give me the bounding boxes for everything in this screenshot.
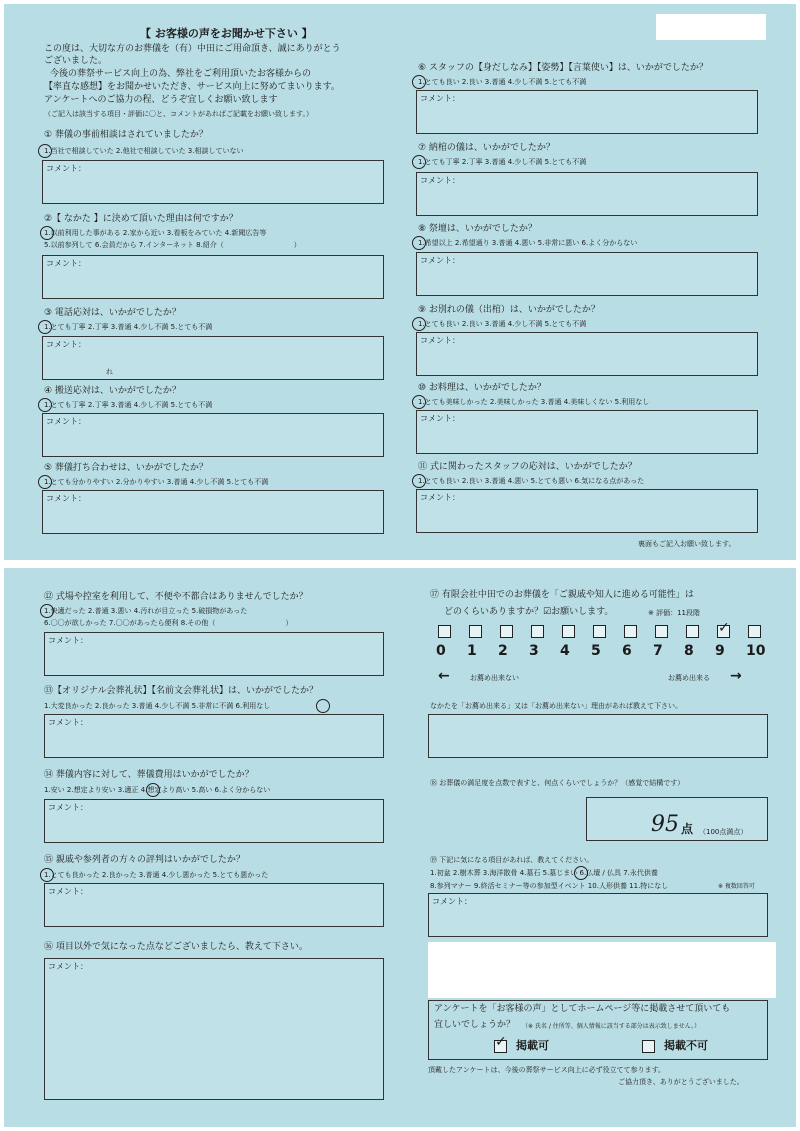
comment-label: コメント： — [432, 897, 472, 906]
q9-comment-box[interactable] — [416, 332, 758, 376]
q7-comment-box[interactable] — [416, 172, 758, 216]
redacted-area — [428, 942, 776, 998]
publish-no-checkbox[interactable] — [642, 1040, 655, 1053]
check-icon: ✓ — [718, 620, 730, 636]
handwritten-mark: れ — [106, 368, 113, 376]
scale-checkbox-3[interactable] — [531, 625, 544, 638]
intro-line: 【率直な感想】をお聞かせいただき、サービス向上に努めてまいります。 — [44, 82, 340, 92]
answer-circle — [38, 475, 52, 489]
q12-options-2: 6.〇〇が欲しかった 7.〇〇があったら便利 8.その他（ ） — [44, 619, 293, 627]
intro-line: この度は、大切な方のお葬儀を（有）中田にご用命頂き、誠にありがとう — [44, 44, 341, 54]
q10-comment-box[interactable] — [416, 410, 758, 454]
scale-checkbox-8[interactable] — [686, 625, 699, 638]
answer-circle — [412, 155, 426, 169]
answer-circle — [316, 699, 330, 713]
question-13: ⑬【オリジナル会葬礼状】【名前文会葬礼状】は、いかがでしたか？ — [44, 686, 319, 696]
q19-comment-box[interactable] — [428, 893, 768, 937]
scale-left-label: お薦め出来ない — [470, 674, 519, 682]
question-14: ⑭ 葬儀内容に対して、葬儀費用はいかがでしたか？ — [44, 770, 254, 780]
answer-circle — [412, 474, 426, 488]
publish-note: （※ 氏名 / 住所等、個人情報に該当する部分は表示致しません。） — [522, 1023, 701, 1030]
scale-checkbox-2[interactable] — [500, 625, 513, 638]
question-17-line2: どのくらいありますか？☑お願いします。 — [444, 607, 614, 617]
intro-line: アンケートへのご協力の程、どうぞ宜しくお願い致します — [44, 95, 278, 105]
intro-line: ございました。 — [44, 56, 108, 66]
q11-comment-box[interactable] — [416, 489, 758, 533]
q19-note: ※ 複数回答可 — [718, 883, 755, 890]
scale-number: 8 — [684, 643, 694, 659]
scale-number: 0 — [436, 643, 446, 659]
q10-options: 1.とても美味しかった 2.美味しかった 3.普通 4.美味しくない 5.利用なし — [418, 398, 650, 406]
answer-circle — [40, 604, 54, 618]
comment-label: コメント： — [46, 417, 86, 426]
scale-number: 7 — [653, 643, 663, 659]
comment-label: コメント： — [420, 336, 460, 345]
comment-label: コメント： — [48, 887, 88, 896]
arrow-right-icon: → — [730, 668, 742, 684]
answer-circle — [412, 395, 426, 409]
comment-label: コメント： — [48, 803, 88, 812]
scale-checkbox-1[interactable] — [469, 625, 482, 638]
scale-checkbox-10[interactable] — [748, 625, 761, 638]
scale-number: 4 — [560, 643, 570, 659]
comment-label: コメント： — [48, 962, 88, 971]
q1-options: 1.当社で相談していた 2.他社で相談していた 3.相談していない — [44, 147, 244, 155]
scale-number: 10 — [746, 643, 766, 659]
answer-circle — [412, 317, 426, 331]
question-5: ⑤ 葬儀打ち合わせは、いかがでしたか？ — [44, 463, 208, 473]
q8-options: 1.希望以上 2.希望通り 3.普通 4.悪い 5.非常に悪い 6.よく分からない — [418, 239, 638, 247]
question-16: ⑯ 項目以外で気になった点などございましたら、教えて下さい。 — [44, 942, 308, 952]
comment-label: コメント： — [48, 718, 88, 727]
q7-options: 1.とても丁寧 2.丁寧 3.普通 4.少し不満 5.とても不満 — [418, 158, 587, 166]
q17-comment-box[interactable] — [428, 714, 768, 758]
scale-checkbox-9[interactable] — [717, 620, 730, 638]
scale-right-label: お薦め出来る — [668, 674, 710, 682]
comment-label: コメント： — [46, 340, 86, 349]
answer-circle — [38, 144, 52, 158]
score-max: （100点満点） — [699, 828, 748, 836]
q13-comment-box[interactable] — [44, 714, 384, 758]
footer-line: ご協力頂き、ありがとうございました。 — [618, 1078, 744, 1086]
q2-options-1: 1.以前利用した事がある 2.家から近い 3.看板をみていた 4.新聞広告等 — [44, 229, 267, 237]
back-page-note: 裏面もご記入お願い致します。 — [638, 540, 736, 548]
question-11: ⑪ 式に関わったスタッフの応対は、いかがでしたか？ — [418, 462, 637, 472]
question-8: ⑧ 祭壇は、いかがでしたか？ — [418, 224, 537, 234]
q4-comment-box[interactable] — [42, 413, 384, 457]
comment-label: コメント： — [48, 636, 88, 645]
answer-circle — [412, 75, 426, 89]
q5-options: 1.とても分かりやすい 2.分かりやすい 3.普通 4.少し不満 5.とても不満 — [44, 478, 269, 486]
scale-checkbox-4[interactable] — [562, 625, 575, 638]
publish-yes-label: 掲載可 — [516, 1039, 549, 1052]
comment-label: コメント： — [46, 164, 86, 173]
scale-checkbox-5[interactable] — [593, 625, 606, 638]
question-4: ④ 搬送応対は、いかがでしたか？ — [44, 386, 181, 396]
q19-options-2: 8.参列マナー 9.終活セミナー等の参加型イベント 10.人形供養 11.特になし — [430, 882, 669, 890]
q5-comment-box[interactable] — [42, 490, 384, 534]
scale-number: 9 — [715, 643, 725, 659]
question-17: ⑰ 有限会社中田でのお葬儀を「ご親戚や知人に進める可能性」は — [430, 590, 694, 600]
question-15: ⑮ 親戚や参列者の方々の評判はいかがでしたか？ — [44, 855, 245, 865]
q2-options-2: 5.以前参列して 6.会員だから 7.インターネット 8.紹介（ ） — [44, 241, 301, 249]
question-9: ⑨ お別れの儀（出棺）は、いかがでしたか？ — [418, 305, 600, 315]
question-12: ⑫ 式場や控室を利用して、不便や不都合はありませんでしたか？ — [44, 592, 308, 602]
q3-options: 1.とても丁寧 2.丁寧 3.普通 4.少し不満 5.とても不満 — [44, 323, 213, 331]
answer-circle — [40, 226, 54, 240]
question-6: ⑥ スタッフの【身だしなみ】【姿勢】【言葉使い】は、いかがでしたか？ — [418, 63, 708, 73]
scale-checkbox-0[interactable] — [438, 625, 451, 638]
comment-label: コメント： — [46, 494, 86, 503]
answer-circle — [38, 398, 52, 412]
check-icon: ✓ — [495, 1034, 507, 1050]
intro-note: （ご記入は該当する項目・評価に〇と、コメントがあればご記載をお願い致します。） — [44, 110, 313, 118]
answer-circle — [412, 236, 426, 250]
scale-checkbox-6[interactable] — [624, 625, 637, 638]
publish-question-2: 宜しいでしょうか？ — [434, 1020, 516, 1030]
question-10: ⑩ お料理は、いかがでしたか？ — [418, 383, 546, 393]
question-2: ②【 なかた 】に決めて頂いた理由は何ですか？ — [44, 214, 238, 224]
redacted-area — [656, 14, 766, 40]
q15-options: 1.とても良かった 2.良かった 3.普通 4.少し悪かった 5.とても悪かった — [44, 871, 269, 879]
q11-options: 1.とても良い 2.良い 3.普通 4.悪い 5.とても悪い 6.気になる点があった — [418, 477, 645, 485]
q12-options-1: 1.快適だった 2.普通 3.悪い 4.汚れが目立った 5.破損物があった — [44, 607, 248, 615]
scale-number: 2 — [498, 643, 508, 659]
q17-reason-prompt: なかたを「お薦め出来る」又は「お薦め出来ない」理由があれば教えて下さい。 — [430, 702, 682, 710]
q4-options: 1.とても丁寧 2.丁寧 3.普通 4.少し不満 5.とても不満 — [44, 401, 213, 409]
comment-label: コメント： — [46, 259, 86, 268]
q12-comment-box[interactable] — [44, 632, 384, 676]
comment-label: コメント： — [420, 493, 460, 502]
q8-comment-box[interactable] — [416, 252, 758, 296]
answer-circle — [40, 868, 54, 882]
q13-options: 1.大変良かった 2.良かった 3.普通 4.少し不満 5.非常に不満 6.利用なし — [44, 702, 271, 710]
q16-comment-box[interactable] — [44, 958, 384, 1100]
question-19: ⑲ 下記に気になる項目があれば、教えてください。 — [430, 856, 594, 864]
answer-circle — [146, 783, 160, 797]
scale-note: ※ 評価：11段階 — [648, 609, 700, 617]
comment-label: コメント： — [420, 414, 460, 423]
score-value: 95 — [651, 812, 679, 837]
question-1: ① 葬儀の事前相談はされていましたか？ — [44, 130, 208, 140]
publish-question: アンケートを「お客様の声」としてホームページ等に掲載させて頂いても — [434, 1004, 731, 1014]
scale-number: 6 — [622, 643, 632, 659]
q2-comment-box[interactable] — [42, 255, 384, 299]
question-3: ③ 電話応対は、いかがでしたか？ — [44, 308, 181, 318]
survey-title: 【 お客様の声をお聞かせ下さい 】 — [140, 27, 313, 40]
answer-circle — [38, 320, 52, 334]
publish-no-label: 掲載不可 — [664, 1039, 708, 1052]
q19-options-1: 1.初盆 2.樹木葬 3.海洋散骨 4.墓石 5.墓じまい 6.仏壇 / 仏具 7.永代供養 — [430, 869, 658, 877]
scale-checkbox-7[interactable] — [655, 625, 668, 638]
q14-options: 1.安い 2.想定より安い 3.適正 4.想定より高い 5.高い 6.よく分からない — [44, 786, 271, 794]
comment-label: コメント： — [420, 256, 460, 265]
answer-circle — [574, 866, 588, 880]
comment-label: コメント： — [420, 176, 460, 185]
q15-comment-box[interactable] — [44, 883, 384, 927]
scale-number: 5 — [591, 643, 601, 659]
intro-line: 今後の葬祭サービス向上の為、弊社をご利用頂いたお客様からの — [50, 69, 312, 79]
score-unit: 点 — [681, 822, 694, 836]
score-box[interactable] — [586, 797, 768, 841]
question-7: ⑦ 納棺の儀は、いかがでしたか？ — [418, 143, 555, 153]
scale-number: 3 — [529, 643, 539, 659]
arrow-left-icon: ← — [438, 668, 450, 684]
q9-options: 1.とても良い 2.良い 3.普通 4.少し不満 5.とても不満 — [418, 320, 587, 328]
footer-line: 頂戴したアンケートは、今後の葬祭サービス向上に必ず役立てて参ります。 — [428, 1066, 666, 1074]
q6-comment-box[interactable] — [416, 90, 758, 134]
q1-comment-box[interactable] — [42, 160, 384, 204]
q14-comment-box[interactable] — [44, 799, 384, 843]
q3-comment-box[interactable] — [42, 336, 384, 380]
question-18: ⑱ お葬儀の満足度を点数で表すと、何点くらいでしょうか？（感覚で結構です） — [430, 779, 685, 787]
comment-label: コメント： — [420, 94, 460, 103]
scale-number: 1 — [467, 643, 477, 659]
q6-options: 1.とても良い 2.良い 3.普通 4.少し不満 5.とても不満 — [418, 78, 587, 86]
